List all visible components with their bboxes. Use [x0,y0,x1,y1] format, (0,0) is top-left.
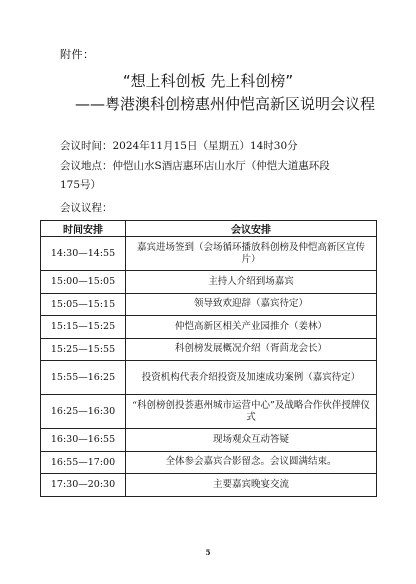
meeting-time: 会议时间：2024年11月15日（星期五）14时30分 [60,140,298,152]
agenda-item: 领导致欢迎辞（嘉宾待定） [126,293,377,316]
agenda-row [41,293,377,316]
agenda-row [41,237,377,271]
agenda-item: “科创榜创投荟惠州城市运营中心”及战略合作伙伴授牌仪式 [126,395,377,429]
agenda-row [41,395,377,429]
agenda-item: 现场观众互动答疑 [126,429,377,452]
header-time: 时间安排 [41,221,126,237]
agenda-time: 15:00—15:05 [41,271,126,294]
agenda-time: 15:15—15:25 [41,316,126,339]
agenda-header-row [41,221,377,237]
header-item: 会议安排 [126,221,377,237]
agenda-time: 14:30—14:55 [41,237,126,271]
agenda-item: 主要嘉宾晚宴交流 [126,474,377,497]
agenda-item: 主持人介绍到场嘉宾 [126,271,377,294]
agenda-time: 15:55—16:25 [41,361,126,395]
agenda-item: 嘉宾进场签到（会场循环播放科创榜及仲恺高新区宣传片） [126,237,377,271]
agenda-row [41,338,377,361]
agenda-time: 15:05—15:15 [41,293,126,316]
agenda-item: 仲恺高新区相关产业园推介（姜林） [126,316,377,339]
agenda-time: 15:25—15:55 [41,338,126,361]
agenda-row [41,429,377,452]
agenda-row [41,361,377,395]
meeting-place-line-1: 会议地点：仲恺山水S酒店惠环店山水厅（仲恺大道惠环段 [60,160,330,172]
document-title: “想上科创板 先上科创榜” [122,72,294,90]
page-number: 5 [205,548,211,557]
agenda-time: 16:30—16:55 [41,429,126,452]
attachment-label: 附件： [60,48,95,61]
agenda-time: 16:25—16:30 [41,395,126,429]
document-subtitle: ——粤港澳科创榜惠州仲恺高新区说明会议程 [74,95,375,113]
agenda-time: 17:30—20:30 [41,474,126,497]
agenda-row [41,316,377,339]
agenda-row [41,451,377,474]
meeting-place [60,157,360,195]
agenda-item: 投资机构代表介绍投资及加速成功案例（嘉宾待定） [126,361,377,395]
agenda-row [41,474,377,497]
agenda-row [41,271,377,294]
agenda-item: 全体参会嘉宾合影留念。会议圆满结束。 [126,451,377,474]
agenda-item: 科创榜发展概况介绍（胥茴龙会长） [126,338,377,361]
agenda-table [40,220,377,497]
agenda-label: 会议议程： [60,202,113,214]
agenda-time: 16:55—17:00 [41,451,126,474]
meeting-place-line-2: 175号） [60,179,102,191]
